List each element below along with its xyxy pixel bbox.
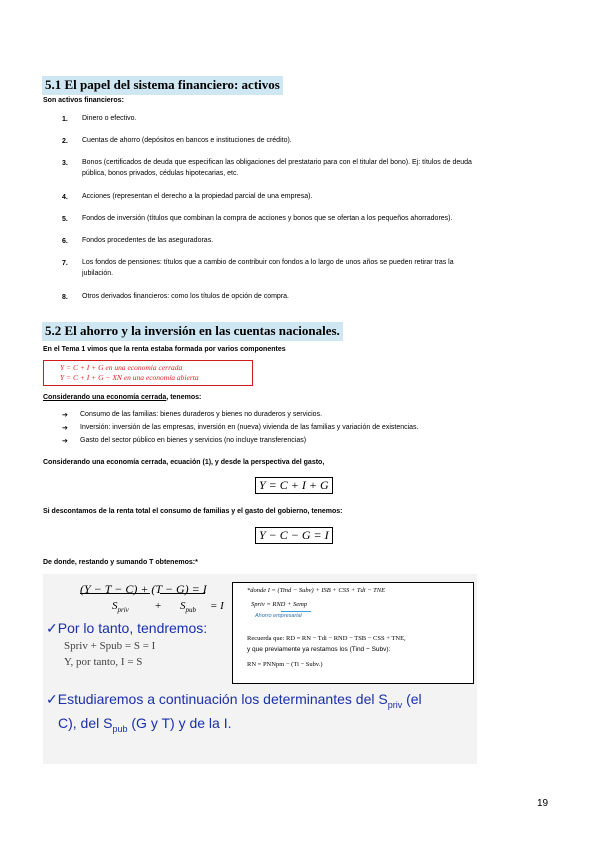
arrow-icon: ➔	[62, 438, 68, 445]
closed-economy-equation: Y = C + I + G en una economía cerrada	[60, 363, 183, 372]
income-equations-box	[43, 360, 253, 386]
closed-economy-lead	[43, 393, 201, 403]
section-heading-2: 5.2 El ahorro y la inversión en las cuentas nacionales.	[42, 322, 343, 341]
bullet-item: Consumo de las familias: bienes duraderos y bienes no duraderos y servicios.	[80, 411, 323, 418]
business-savings-label: Ahorro empresarial	[255, 613, 302, 619]
underbrace-pub	[160, 593, 205, 594]
list-number: 5.	[62, 216, 68, 223]
list-item: Fondos de inversión (títulos que combinan la compra de acciones y bonos que se ofertan a los pequeños ahorradores).	[82, 215, 453, 222]
list-item: Los fondos de pensiones: títulos que a cambio de contribuir con fondos a lo largo de unos años se pueden retirar tras la	[82, 259, 454, 266]
equation-ycg: Y − C − G = I	[255, 527, 333, 544]
note-rn: RN = PNNpm − (Ti − Subv.)	[247, 661, 323, 668]
list-item-cont: jubilación.	[82, 270, 114, 277]
s-pub-label: $S_{pub}$	[180, 600, 196, 615]
closed-economy-underlined: Considerando una economía cerrada	[43, 394, 167, 401]
list-item-cont: pública, bonos privados, cédulas hipotecarias, etc.	[82, 170, 239, 177]
arrow-icon: ➔	[62, 425, 68, 432]
list-number: 7.	[62, 260, 68, 267]
bullet-item: Inversión: inversión de las empresas, inversión en (nueva) vivienda de las familias y variación de existencias.	[80, 424, 419, 431]
open-economy-equation: Y = C + I + G − XN en una economía abierta	[60, 373, 199, 382]
list-number: 3.	[62, 160, 68, 167]
considering-text: Considerando una economía cerrada, ecuación (1), y desde la perspectiva del gasto,	[43, 459, 325, 466]
bullet-item: Gasto del sector público en bienes y servicios (no incluye transferencias)	[80, 437, 307, 444]
savings-conclusion: Y, por tanto, I = S	[64, 656, 143, 668]
page-number: 19	[537, 798, 549, 809]
equals-i: = I	[210, 600, 224, 612]
equation-y-cig: Y = C + I + G	[255, 477, 333, 494]
s-priv-label: $S_{priv}$	[112, 600, 129, 615]
savings-identity: Spriv + Spub = S = I	[64, 640, 156, 652]
plus-sign: +	[155, 600, 162, 612]
list-item: Fondos procedentes de las aseguradoras.	[82, 237, 214, 244]
definition-note-box	[232, 582, 474, 684]
list-item: Dinero o efectivo.	[82, 115, 137, 122]
intro-text-2: En el Tema 1 vimos que la renta estaba formada por varios componentes	[43, 346, 286, 353]
next-topics-note: ✓Estudiaremos a continuación los determinantes del $S_{priv}$ (el C), del $S_{pub}$ (G y T) y de la I.	[46, 691, 422, 734]
savings-equation: (Y − T − C) + (T − G) = I	[80, 582, 207, 596]
list-number: 2.	[62, 138, 68, 145]
arrow-icon: ➔	[62, 412, 68, 419]
underbrace-priv	[80, 593, 150, 594]
note-remember: Recuerda que: RD = RN − Tdi − RND − TSB − CSS + TNE,	[247, 635, 406, 642]
list-number: 8.	[62, 294, 68, 301]
list-item: Bonos (certificados de deuda que especifican las obligaciones del prestatario para con el titular del bono). Ej: títulos de deuda	[82, 159, 472, 166]
list-number: 6.	[62, 238, 68, 245]
list-number: 1.	[62, 116, 68, 123]
section-heading: 5.1 El papel del sistema financiero: activos	[42, 76, 283, 95]
list-number: 4.	[62, 194, 68, 201]
conclusion-heading: ✓Por lo tanto, tendremos:	[46, 620, 208, 636]
from-text: De donde, restando y sumando T obtenemos:*	[43, 559, 198, 566]
note-line-income: *donde I = (Tind − Subv) + ISB + CSS + Tdi − TNE	[247, 587, 386, 594]
list-item: Cuentas de ahorro (depósitos en bancos e instituciones de crédito).	[82, 137, 292, 144]
intro-text: Son activos financieros:	[43, 97, 124, 104]
note-line-spriv: Spriv = RND + Semp	[251, 601, 308, 608]
closed-economy-rest: , tenemos:	[166, 394, 202, 401]
note-previous: y que previamente ya restamos los (Tind − Subv):	[247, 646, 391, 653]
list-item: Acciones (representan el derecho a la propiedad parcial de una empresa).	[82, 193, 313, 200]
list-item: Otros derivados financieros: como los títulos de opción de compra.	[82, 293, 289, 300]
discount-text: Si descontamos de la renta total el consumo de familias y el gasto del gobierno, tenemos:	[43, 508, 343, 515]
underline-mark	[281, 611, 311, 612]
